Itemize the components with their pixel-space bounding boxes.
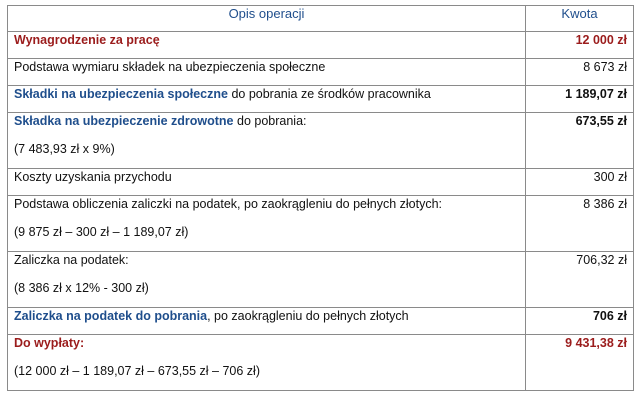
row-formula: (7 483,93 zł x 9%): [14, 142, 115, 156]
row-amount: 12 000 zł: [526, 32, 634, 59]
row-formula: (9 875 zł – 300 zł – 1 189,07 zł): [14, 225, 189, 239]
table-row-gross-salary: [8, 32, 634, 59]
payroll-operations-table: [7, 5, 634, 391]
table-row-social-insurance-base: [8, 59, 634, 86]
row-label-highlight: Zaliczka na podatek do pobrania: [14, 309, 208, 323]
row-label: Wynagrodzenie za pracę: [8, 32, 526, 59]
row-amount: 706,32 zł: [526, 252, 634, 308]
row-amount: 9 431,38 zł: [526, 335, 634, 391]
row-formula: (12 000 zł – 1 189,07 zł – 673,55 zł – 706 zł): [14, 364, 260, 378]
row-amount: 300 zł: [526, 169, 634, 196]
table-row-tax-advance: [8, 252, 634, 308]
row-label-rest: do pobrania ze środków pracownika: [227, 87, 431, 101]
row-label: Podstawa wymiaru składek na ubezpieczenia społeczne: [8, 59, 526, 86]
row-label-text: Zaliczka na podatek:: [14, 253, 129, 267]
row-label-rest: do pobrania:: [233, 114, 307, 128]
column-header-description: Opis operacji: [8, 6, 526, 32]
row-label: [8, 196, 526, 252]
row-label: Koszty uzyskania przychodu: [8, 169, 526, 196]
row-label-rest: , po zaokrągleniu do pełnych złotych: [207, 309, 409, 323]
row-label: [8, 252, 526, 308]
row-label-text: Podstawa obliczenia zaliczki na podatek, po zaokrągleniu do pełnych złotych:: [14, 197, 443, 211]
row-amount: 8 386 zł: [526, 196, 634, 252]
table-row-net-pay: [8, 335, 634, 391]
row-amount: 673,55 zł: [526, 113, 634, 169]
row-label: [8, 335, 526, 391]
row-formula: (8 386 zł x 12% - 300 zł): [14, 281, 149, 295]
table-row-health-insurance: [8, 113, 634, 169]
table-row-social-contributions: [8, 86, 634, 113]
row-label-highlight: Składki na ubezpieczenia społeczne: [14, 87, 228, 101]
row-label: [8, 113, 526, 169]
column-header-amount: Kwota: [526, 6, 634, 32]
row-label-highlight: Do wypłaty:: [14, 336, 85, 350]
row-label-highlight: Składka na ubezpieczenie zdrowotne: [14, 114, 234, 128]
table-row-income-costs: [8, 169, 634, 196]
row-label: [8, 86, 526, 113]
table-row-tax-base: [8, 196, 634, 252]
row-amount: 8 673 zł: [526, 59, 634, 86]
row-amount: 1 189,07 zł: [526, 86, 634, 113]
row-amount: 706 zł: [526, 308, 634, 335]
table-header-row: [8, 6, 634, 32]
row-label: [8, 308, 526, 335]
table-row-tax-withheld: [8, 308, 634, 335]
